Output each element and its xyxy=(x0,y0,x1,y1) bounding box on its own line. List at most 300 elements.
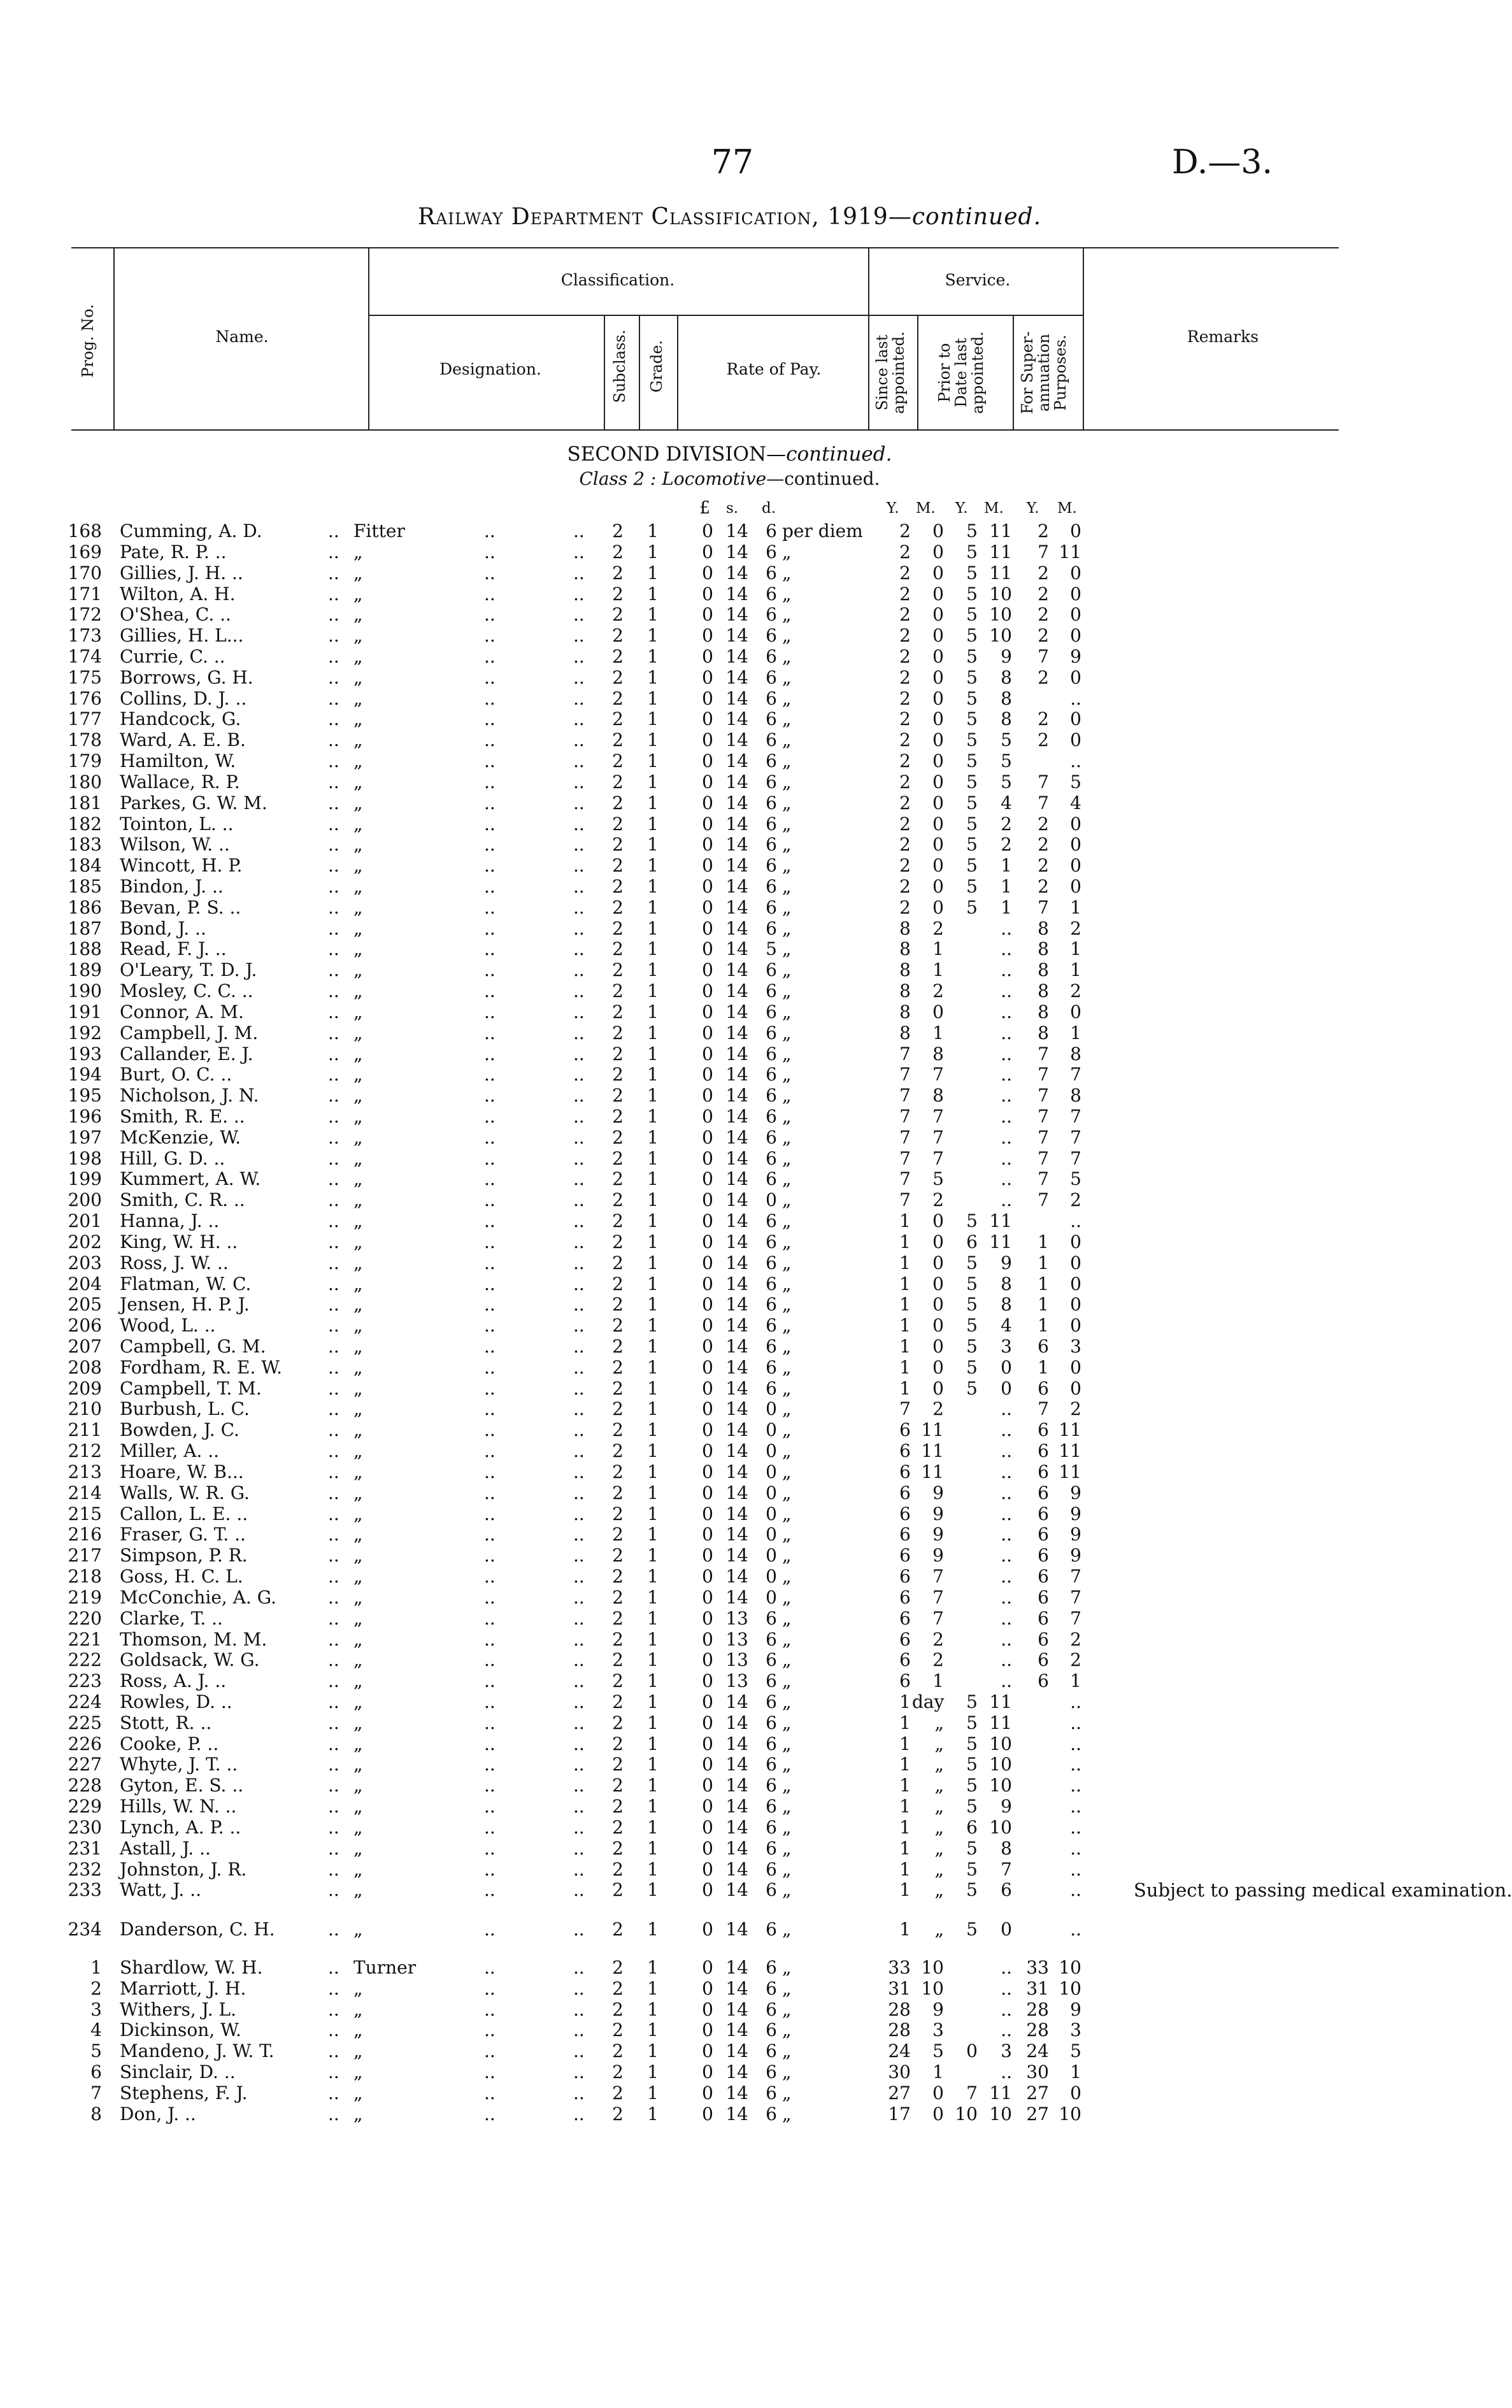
pay-unit-cell: „ xyxy=(782,604,792,626)
pay-pence-cell: 6 xyxy=(766,2103,777,2125)
leader-cell: .. xyxy=(484,520,496,541)
pay-pence-cell: 6 xyxy=(766,645,777,667)
pay-pence-cell: 6 xyxy=(766,1956,777,1978)
pay-pence-cell: 6 xyxy=(766,1837,777,1859)
table-row xyxy=(0,709,1459,729)
name-cell: Mandeno, J. W. T. xyxy=(120,2040,275,2062)
pay-pounds-cell: 0 xyxy=(702,1670,713,1692)
super-months-cell: 7 xyxy=(1070,1147,1081,1169)
pay-pounds-cell: 0 xyxy=(702,1919,713,1940)
grade-cell: 1 xyxy=(647,1977,659,1999)
pay-pounds-cell: 0 xyxy=(702,2061,713,2082)
designation-cell: „ xyxy=(353,1879,363,1901)
superannuation-header: For Super-annuation Purposes. xyxy=(1018,331,1069,414)
leader-cell: .. xyxy=(328,1977,339,1999)
name-cell: Cumming, A. D. xyxy=(120,520,262,541)
table-row xyxy=(0,1504,1459,1524)
super-months-cell: 0 xyxy=(1070,1294,1081,1315)
since-years-cell: 1 xyxy=(899,1837,911,1859)
pay-pence-cell: 6 xyxy=(766,1085,777,1107)
prior-years-cell: 5 xyxy=(966,562,978,584)
designation-cell: „ xyxy=(353,708,363,730)
super-months-cell: 0 xyxy=(1070,1231,1081,1252)
prog-no-cell: 183 xyxy=(68,834,102,856)
pay-unit-cell: „ xyxy=(782,1294,792,1315)
grade-cell: 1 xyxy=(647,2103,659,2125)
prog-no-cell: 196 xyxy=(68,1106,102,1127)
pay-pounds-cell: 0 xyxy=(702,1252,713,1273)
super-years-cell: 8 xyxy=(1038,1001,1049,1022)
prior-years-cell: 6 xyxy=(966,1816,978,1838)
subclass-cell: 2 xyxy=(612,1733,624,1754)
super-years-cell: 30 xyxy=(1026,2061,1049,2082)
since-years-cell: 17 xyxy=(888,2103,911,2125)
service-header: Service. xyxy=(945,271,1011,289)
since-last-appointed-header: Since last appointed. xyxy=(873,331,908,414)
name-cell: Collins, D. J. .. xyxy=(120,687,247,709)
prior-years-cell: 5 xyxy=(966,1273,978,1294)
pay-pounds-cell: 0 xyxy=(702,1461,713,1482)
super-years-cell: 7 xyxy=(1038,1043,1049,1064)
super-years-cell: 6 xyxy=(1038,1628,1049,1650)
prior-months-cell: .. xyxy=(1001,1001,1012,1022)
subclass-cell: 2 xyxy=(612,750,624,771)
super-months-cell: .. xyxy=(1070,1712,1081,1733)
prior-months-cell: 9 xyxy=(1001,1796,1012,1817)
pay-shillings-cell: 14 xyxy=(725,604,748,626)
leader-cell: .. xyxy=(328,1649,339,1671)
grade-cell: 1 xyxy=(647,1231,659,1252)
pay-pounds-cell: 0 xyxy=(702,2082,713,2103)
leader-cell: .. xyxy=(328,1001,339,1022)
prior-months-cell: .. xyxy=(1001,1022,1012,1043)
prior-months-cell: .. xyxy=(1001,1106,1012,1127)
super-years-cell: 7 xyxy=(1038,1126,1049,1148)
leader-cell: .. xyxy=(484,1837,496,1859)
super-months-cell: 0 xyxy=(1070,1377,1081,1399)
designation-header: Designation. xyxy=(439,360,541,378)
name-cell: Campbell, J. M. xyxy=(120,1022,259,1043)
super-months-cell: 5 xyxy=(1070,1168,1081,1190)
super-years-cell: 6 xyxy=(1038,1566,1049,1587)
header-vrule xyxy=(368,247,369,429)
prog-no-cell: 175 xyxy=(68,666,102,688)
pay-shillings-cell: 14 xyxy=(725,1398,748,1420)
pay-unit-cell: „ xyxy=(782,1670,792,1692)
since-months-cell: „ xyxy=(934,1733,944,1754)
prior-months-cell: .. xyxy=(1001,1461,1012,1482)
super-months-cell: 0 xyxy=(1070,2082,1081,2103)
super-years-cell: 6 xyxy=(1038,1503,1049,1524)
super-months-cell: 11 xyxy=(1059,1419,1081,1441)
pay-pounds-cell: 0 xyxy=(702,1628,713,1650)
leader-cell: .. xyxy=(328,1545,339,1566)
prog-no-cell: 174 xyxy=(68,645,102,667)
since-years-cell: 33 xyxy=(888,1956,911,1978)
subclass-cell: 2 xyxy=(612,813,624,835)
since-years-cell: 2 xyxy=(899,771,911,792)
leader-cell: .. xyxy=(328,708,339,730)
name-cell: Bevan, P. S. .. xyxy=(120,896,241,918)
grade-cell: 1 xyxy=(647,1919,659,1940)
super-months-cell: .. xyxy=(1070,1919,1081,1940)
pay-shillings-cell: 14 xyxy=(725,875,748,897)
super-years-cell: 7 xyxy=(1038,1106,1049,1127)
leader-cell: .. xyxy=(328,562,339,584)
name-cell: Danderson, C. H. xyxy=(120,1919,275,1940)
subclass-cell: 2 xyxy=(612,2082,624,2103)
prior-months-cell: 10 xyxy=(989,1775,1012,1796)
pay-unit-cell: „ xyxy=(782,687,792,709)
leader-cell: .. xyxy=(484,1231,496,1252)
pay-shillings-cell: 14 xyxy=(725,1816,748,1838)
leader-cell: .. xyxy=(328,1043,339,1064)
since-months-cell: 7 xyxy=(932,1064,944,1086)
grade-cell: 1 xyxy=(647,917,659,939)
header-vrule xyxy=(113,247,115,429)
name-cell: Bond, J. .. xyxy=(120,917,206,939)
leader-cell: .. xyxy=(328,2082,339,2103)
leader-cell: .. xyxy=(573,1022,585,1043)
prior-months-cell: 9 xyxy=(1001,645,1012,667)
pay-shillings-cell: 14 xyxy=(725,1691,748,1712)
header-mid-rule xyxy=(368,315,1083,316)
since-months-cell: 0 xyxy=(932,1001,944,1022)
table-row xyxy=(0,1211,1459,1231)
prior-years-cell: 7 xyxy=(966,2082,978,2103)
table-row xyxy=(0,1128,1459,1148)
since-months-cell: 9 xyxy=(932,1503,944,1524)
name-cell: Mosley, C. C. .. xyxy=(120,980,253,1001)
prior-months-cell: .. xyxy=(1001,1126,1012,1148)
prog-no-cell: 8 xyxy=(90,2103,102,2125)
prog-no-cell: 221 xyxy=(68,1628,102,1650)
leader-cell: .. xyxy=(484,1106,496,1127)
pay-pounds-cell: 0 xyxy=(702,1977,713,1999)
header-vrule xyxy=(639,315,640,429)
table-row xyxy=(0,1609,1459,1629)
table-row xyxy=(0,1483,1459,1503)
prior-years-cell: 5 xyxy=(966,813,978,835)
pay-unit-cell: „ xyxy=(782,625,792,647)
pay-unit-cell: „ xyxy=(782,813,792,835)
leader-cell: .. xyxy=(328,1231,339,1252)
pay-unit-cell: „ xyxy=(782,1919,792,1940)
since-years-cell: 6 xyxy=(899,1607,911,1629)
since-months-cell: 10 xyxy=(921,1977,944,1999)
pay-pounds-cell: 0 xyxy=(702,1022,713,1043)
leader-cell: .. xyxy=(328,834,339,856)
leader-cell: .. xyxy=(328,1670,339,1692)
name-cell: Lynch, A. P. .. xyxy=(120,1816,241,1838)
since-years-cell: 1 xyxy=(899,1252,911,1273)
leader-cell: .. xyxy=(484,1356,496,1378)
subclass-cell: 2 xyxy=(612,583,624,605)
subclass-cell: 2 xyxy=(612,1586,624,1608)
grade-cell: 1 xyxy=(647,1147,659,1169)
super-months-cell: .. xyxy=(1070,1816,1081,1838)
table-row xyxy=(0,877,1459,897)
prior-months-cell: 11 xyxy=(989,1712,1012,1733)
pay-pounds-cell: 0 xyxy=(702,1712,713,1733)
leader-cell: .. xyxy=(484,813,496,835)
designation-cell: „ xyxy=(353,792,363,813)
super-years-cell: 7 xyxy=(1038,792,1049,813)
leader-cell: .. xyxy=(484,771,496,792)
super-months-cell: 1 xyxy=(1070,1022,1081,1043)
pay-pence-cell: 6 xyxy=(766,1252,777,1273)
designation-cell: „ xyxy=(353,1085,363,1107)
designation-cell: „ xyxy=(353,1607,363,1629)
pay-pounds-cell: 0 xyxy=(702,771,713,792)
designation-cell: „ xyxy=(353,1691,363,1712)
since-months-cell: 11 xyxy=(921,1461,944,1482)
months-unit: M. xyxy=(984,500,1004,517)
leader-cell: .. xyxy=(328,1106,339,1127)
prior-months-cell: 11 xyxy=(989,2082,1012,2103)
prog-no-cell: 171 xyxy=(68,583,102,605)
table-row xyxy=(0,981,1459,1001)
subclass-cell: 2 xyxy=(612,1545,624,1566)
leader-cell: .. xyxy=(484,1022,496,1043)
pay-shillings-cell: 14 xyxy=(725,1956,748,1978)
table-row xyxy=(0,1796,1459,1817)
leader-cell: .. xyxy=(328,1022,339,1043)
pay-pence-cell: 6 xyxy=(766,1649,777,1671)
leader-cell: .. xyxy=(573,687,585,709)
super-years-cell: 6 xyxy=(1038,1607,1049,1629)
pay-unit-cell: „ xyxy=(782,792,792,813)
leader-cell: .. xyxy=(573,1168,585,1190)
since-months-cell: 0 xyxy=(932,2103,944,2125)
since-months-cell: 2 xyxy=(932,1398,944,1420)
leader-cell: .. xyxy=(328,604,339,626)
pay-shillings-cell: 14 xyxy=(725,1043,748,1064)
since-months-cell: 5 xyxy=(932,1168,944,1190)
pay-pounds-cell: 0 xyxy=(702,583,713,605)
pay-shillings-cell: 14 xyxy=(725,1482,748,1503)
pay-shillings-cell: 14 xyxy=(725,541,748,563)
table-row xyxy=(0,1545,1459,1566)
pay-shillings-cell: 13 xyxy=(725,1607,748,1629)
designation-cell: „ xyxy=(353,1482,363,1503)
grade-cell: 1 xyxy=(647,1482,659,1503)
pay-pounds-cell: 0 xyxy=(702,1754,713,1775)
pay-pounds-cell: 0 xyxy=(702,1879,713,1901)
super-years-cell: 8 xyxy=(1038,980,1049,1001)
subclass-cell: 2 xyxy=(612,1315,624,1337)
super-years-cell: 6 xyxy=(1038,1419,1049,1441)
pay-unit-cell: „ xyxy=(782,834,792,856)
grade-cell: 1 xyxy=(647,1733,659,1754)
leader-cell: .. xyxy=(484,1273,496,1294)
leader-cell: .. xyxy=(484,1816,496,1838)
subclass-cell: 2 xyxy=(612,917,624,939)
leader-cell: .. xyxy=(573,1356,585,1378)
leader-cell: .. xyxy=(328,896,339,918)
prior-months-cell: 8 xyxy=(1001,666,1012,688)
leader-cell: .. xyxy=(573,1064,585,1086)
super-years-cell: 7 xyxy=(1038,1189,1049,1211)
designation-cell: „ xyxy=(353,1461,363,1482)
header-vrule xyxy=(1013,315,1014,429)
table-row xyxy=(0,1671,1459,1691)
leader-cell: .. xyxy=(328,771,339,792)
since-years-cell: 1 xyxy=(899,1315,911,1337)
pay-pence-cell: 0 xyxy=(766,1503,777,1524)
since-years-cell: 31 xyxy=(888,1977,911,1999)
prior-years-cell: 5 xyxy=(966,645,978,667)
super-years-cell: 24 xyxy=(1026,2040,1049,2062)
leader-cell: .. xyxy=(573,980,585,1001)
since-years-cell: 6 xyxy=(899,1524,911,1545)
name-cell: Don, J. .. xyxy=(120,2103,196,2125)
pay-pounds-cell: 0 xyxy=(702,1189,713,1211)
since-months-cell: 0 xyxy=(932,813,944,835)
since-years-cell: 6 xyxy=(899,1545,911,1566)
prog-no-cell: 215 xyxy=(68,1503,102,1524)
subclass-cell: 2 xyxy=(612,938,624,960)
name-cell: Fordham, R. E. W. xyxy=(120,1356,283,1378)
leader-cell: .. xyxy=(328,583,339,605)
pay-pence-cell: 0 xyxy=(766,1566,777,1587)
super-months-cell: 7 xyxy=(1070,1586,1081,1608)
table-row xyxy=(0,647,1459,667)
leader-cell: .. xyxy=(573,729,585,751)
leader-cell: .. xyxy=(484,687,496,709)
pay-shillings-cell: 14 xyxy=(725,1977,748,1999)
grade-cell: 1 xyxy=(647,1566,659,1587)
table-row xyxy=(0,2000,1459,2020)
table-row xyxy=(0,1817,1459,1838)
grade-cell: 1 xyxy=(647,1998,659,2020)
name-cell: Bindon, J. .. xyxy=(120,875,224,897)
prog-no-cell: 4 xyxy=(90,2019,102,2041)
prior-months-cell: 10 xyxy=(989,604,1012,626)
super-months-cell: 0 xyxy=(1070,1356,1081,1378)
super-years-cell: 2 xyxy=(1038,583,1049,605)
header-bottom-rule xyxy=(71,429,1339,431)
leader-cell: .. xyxy=(573,1377,585,1399)
since-years-cell: 7 xyxy=(899,1106,911,1127)
subclass-cell: 2 xyxy=(612,1879,624,1901)
leader-cell: .. xyxy=(573,1440,585,1462)
name-cell: Hill, G. D. .. xyxy=(120,1147,225,1169)
pay-unit-cell: „ xyxy=(782,1837,792,1859)
designation-cell: „ xyxy=(353,1816,363,1838)
subclass-cell: 2 xyxy=(612,2103,624,2125)
pay-pence-cell: 6 xyxy=(766,1858,777,1880)
since-years-cell: 1 xyxy=(899,1796,911,1817)
super-months-cell: 9 xyxy=(1070,1545,1081,1566)
pay-pounds-cell: 0 xyxy=(702,1168,713,1190)
pay-unit-cell: „ xyxy=(782,666,792,688)
since-years-cell: 1 xyxy=(899,1733,911,1754)
remarks-header: Remarks xyxy=(1187,327,1259,346)
since-months-cell: 0 xyxy=(932,792,944,813)
super-months-cell: 0 xyxy=(1070,562,1081,584)
pay-pence-cell: 6 xyxy=(766,1733,777,1754)
since-months-cell: „ xyxy=(934,1796,944,1817)
prior-years-cell: 5 xyxy=(966,1754,978,1775)
grade-cell: 1 xyxy=(647,1628,659,1650)
pay-pence-cell: 5 xyxy=(766,938,777,960)
pay-unit-cell: „ xyxy=(782,1461,792,1482)
table-row xyxy=(0,1524,1459,1545)
pay-shillings-cell: 14 xyxy=(725,980,748,1001)
pay-shillings-cell: 14 xyxy=(725,1440,748,1462)
table-row xyxy=(0,1358,1459,1378)
pay-pounds-cell: 0 xyxy=(702,1043,713,1064)
leader-cell: .. xyxy=(484,1977,496,1999)
since-months-cell: 7 xyxy=(932,1566,944,1587)
pay-pounds-cell: 0 xyxy=(702,1419,713,1441)
table-row xyxy=(0,1399,1459,1419)
leader-cell: .. xyxy=(484,1796,496,1817)
name-cell: Handcock, G. xyxy=(120,708,241,730)
pay-pounds-cell: 0 xyxy=(702,1273,713,1294)
since-months-cell: 7 xyxy=(932,1147,944,1169)
designation-cell: „ xyxy=(353,1712,363,1733)
name-cell: O'Shea, C. .. xyxy=(120,604,231,626)
leader-cell: .. xyxy=(573,645,585,667)
since-months-cell: 0 xyxy=(932,834,944,856)
table-row xyxy=(0,1979,1459,1999)
subclass-cell: 2 xyxy=(612,1524,624,1545)
leader-cell: .. xyxy=(573,1524,585,1545)
prior-months-cell: 10 xyxy=(989,1733,1012,1754)
prior-months-cell: .. xyxy=(1001,1586,1012,1608)
pay-pence-cell: 6 xyxy=(766,562,777,584)
pay-pounds-cell: 0 xyxy=(702,1356,713,1378)
leader-cell: .. xyxy=(484,604,496,626)
name-cell: Connor, A. M. xyxy=(120,1001,244,1022)
since-years-cell: 1 xyxy=(899,1858,911,1880)
table-row xyxy=(0,1002,1459,1022)
pay-shillings-cell: 14 xyxy=(725,1919,748,1940)
prog-no-cell: 191 xyxy=(68,1001,102,1022)
since-months-cell: 0 xyxy=(932,855,944,877)
leader-cell: .. xyxy=(484,917,496,939)
prior-months-cell: .. xyxy=(1001,959,1012,981)
grade-cell: 1 xyxy=(647,1775,659,1796)
name-cell: Wood, L. .. xyxy=(120,1315,216,1337)
since-months-cell: 9 xyxy=(932,1545,944,1566)
leader-cell: .. xyxy=(573,1231,585,1252)
super-months-cell: .. xyxy=(1070,1796,1081,1817)
prior-months-cell: .. xyxy=(1001,1147,1012,1169)
prior-years-cell: 5 xyxy=(966,583,978,605)
pay-unit-cell: „ xyxy=(782,875,792,897)
subclass-cell: 2 xyxy=(612,1503,624,1524)
super-years-cell: 8 xyxy=(1038,1022,1049,1043)
pay-unit-cell: „ xyxy=(782,1273,792,1294)
pay-pence-cell: 6 xyxy=(766,1273,777,1294)
grade-cell: 1 xyxy=(647,1607,659,1629)
grade-cell: 1 xyxy=(647,520,659,541)
subclass-cell: 2 xyxy=(612,1377,624,1399)
prior-months-cell: 10 xyxy=(989,583,1012,605)
prior-months-cell: .. xyxy=(1001,1956,1012,1978)
subclass-cell: 2 xyxy=(612,1956,624,1978)
pay-pence-cell: 0 xyxy=(766,1440,777,1462)
super-years-cell: 6 xyxy=(1038,1461,1049,1482)
pay-pence-cell: 6 xyxy=(766,1043,777,1064)
pay-shillings-cell: 14 xyxy=(725,708,748,730)
pay-unit-cell: „ xyxy=(782,771,792,792)
prog-no-cell: 220 xyxy=(68,1607,102,1629)
super-years-cell: 2 xyxy=(1038,813,1049,835)
